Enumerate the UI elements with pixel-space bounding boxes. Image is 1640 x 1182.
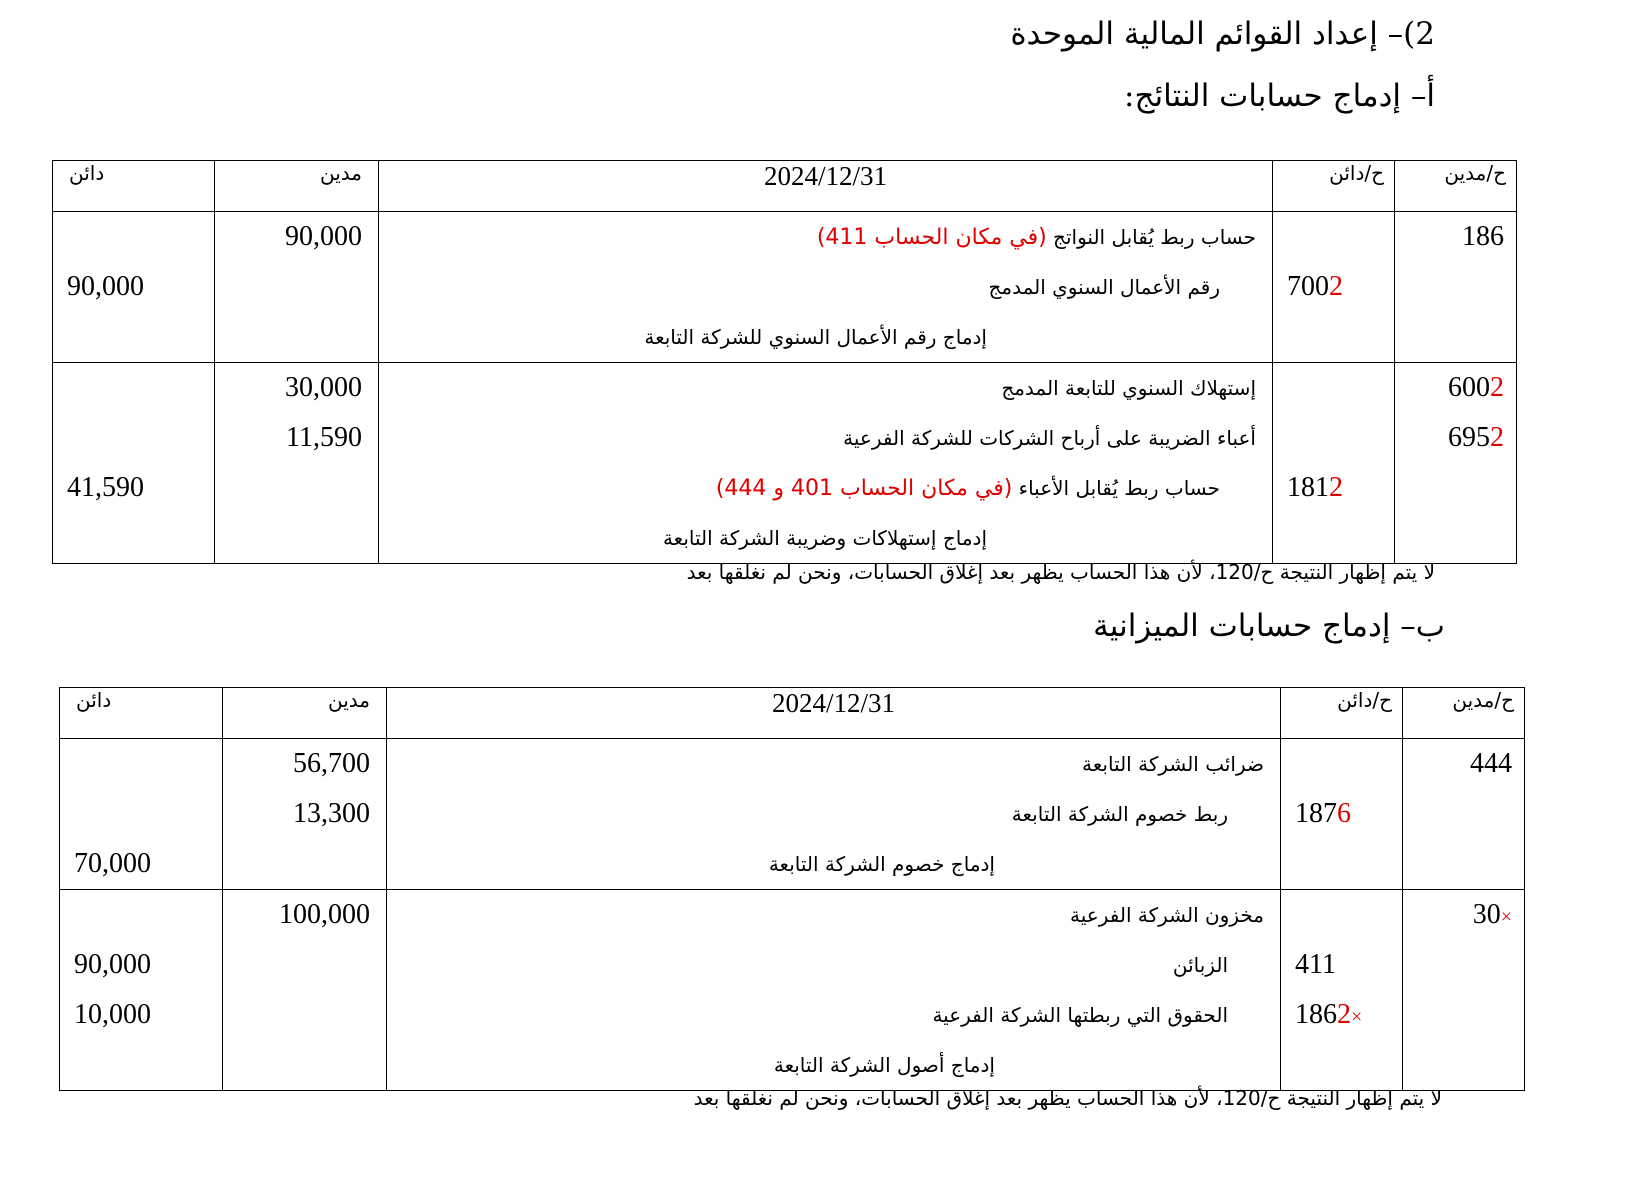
description-line: الحقوق التي ربطتها الشركة الفرعية <box>932 1003 1228 1027</box>
description-line: إدماج خصوم الشركة التابعة <box>768 852 995 876</box>
amount-line <box>60 739 222 789</box>
account-line <box>1281 789 1402 839</box>
account-line <box>1281 839 1402 889</box>
account-line <box>1395 513 1516 563</box>
account-number: 411 <box>1295 949 1336 980</box>
header-credit-account: ح/دائن <box>1273 161 1395 212</box>
header-debit-account: ح/مدين <box>1395 161 1517 212</box>
account-line <box>1403 1040 1524 1090</box>
entry-description <box>387 890 1281 1091</box>
account-line <box>1281 940 1402 990</box>
note-result-account: لا يتم إظهار النتيجة ح/120، لأن هذا الحساب يظهر بعد إغلاق الحسابات، ونحن لم نغلقها بعد <box>686 560 1435 584</box>
amount-line: 70,000 <box>74 848 151 879</box>
amount-line <box>53 363 214 413</box>
amount-line <box>223 990 386 1040</box>
account-number: 7002 <box>1287 271 1343 302</box>
debit-accounts <box>1403 739 1525 890</box>
journal-entry <box>60 739 1525 890</box>
debit-accounts <box>1403 890 1525 1091</box>
account-line <box>1273 262 1394 312</box>
header-date: 2024/12/31 <box>379 161 1273 212</box>
entry-description <box>379 212 1273 363</box>
debit-amounts <box>223 739 387 890</box>
amount-line <box>60 890 222 940</box>
account-line <box>1403 739 1524 789</box>
header-credit-account: ح/دائن <box>1281 688 1403 739</box>
amount-line: 11,590 <box>286 422 362 453</box>
amount-line <box>53 312 214 362</box>
amount-line: 100,000 <box>279 899 370 930</box>
description-line: حساب ربط يُقابل الأعباء (في مكان الحساب 401 و 444) <box>715 476 1220 501</box>
account-line <box>1395 463 1516 513</box>
amount-line <box>60 1040 222 1090</box>
credit-accounts <box>1281 890 1403 1091</box>
section-title: 2)– إعداد القوائم المالية الموحدة <box>1010 16 1435 52</box>
table-header <box>60 688 1525 739</box>
journal-table-balance <box>59 687 1525 1091</box>
credit-amounts <box>53 212 215 363</box>
journal-table-income <box>52 160 1517 564</box>
account-line <box>1403 940 1524 990</box>
description-line: حساب ربط يُقابل النواتج (في مكان الحساب 411) <box>816 225 1256 250</box>
description-line: ربط خصوم الشركة التابعة <box>1011 802 1228 826</box>
account-line <box>1273 363 1394 413</box>
account-line <box>1403 789 1524 839</box>
description-line: إدماج إستهلاكات وضريبة الشركة التابعة <box>662 526 987 550</box>
account-line <box>1273 312 1394 362</box>
header-debit: مدين <box>215 161 379 212</box>
account-number: 1812 <box>1287 472 1343 503</box>
amount-line <box>215 262 378 312</box>
debit-amounts <box>215 363 379 564</box>
debit-amounts <box>223 890 387 1091</box>
header-debit: مدين <box>223 688 387 739</box>
amount-line: 90,000 <box>67 271 144 302</box>
account-number: 30× <box>1472 899 1512 930</box>
amount-line <box>53 413 214 463</box>
amount-line <box>53 212 214 262</box>
journal-entry <box>53 363 1517 564</box>
credit-accounts <box>1281 739 1403 890</box>
amount-line <box>223 839 386 889</box>
amount-line: 30,000 <box>285 372 362 403</box>
credit-amounts <box>60 890 223 1091</box>
part-a-title: أ– إدماج حسابات النتائج: <box>1124 78 1435 114</box>
account-line <box>1273 212 1394 262</box>
table-header <box>53 161 1517 212</box>
debit-accounts <box>1395 212 1517 363</box>
entry-description <box>387 739 1281 890</box>
amount-line <box>215 312 378 362</box>
account-line <box>1395 312 1516 362</box>
account-line <box>1395 262 1516 312</box>
debit-amounts <box>215 212 379 363</box>
header-debit-account: ح/مدين <box>1403 688 1525 739</box>
amount-line: 90,000 <box>285 221 362 252</box>
note-result-account: لا يتم إظهار النتيجة ح/120، لأن هذا الحساب يظهر بعد إغلاق الحسابات، ونحن لم نغلقها بعد <box>693 1086 1442 1110</box>
account-line <box>1281 739 1402 789</box>
account-line <box>1273 413 1394 463</box>
amount-line <box>53 513 214 563</box>
account-line <box>1403 990 1524 1040</box>
description-line: ضرائب الشركة التابعة <box>1082 752 1264 776</box>
header-credit: دائن <box>60 688 223 739</box>
account-line <box>1395 413 1516 463</box>
description-line: إدماج رقم الأعمال السنوي للشركة التابعة <box>644 325 987 349</box>
header-credit: دائن <box>53 161 215 212</box>
account-line <box>1395 212 1516 262</box>
description-line: الزبائن <box>1172 953 1228 977</box>
amount-line <box>215 513 378 563</box>
account-number: 186 <box>1462 221 1504 252</box>
part-b-title: ب– إدماج حسابات الميزانية <box>1093 608 1445 644</box>
description-line: رقم الأعمال السنوي المدمج <box>988 275 1220 299</box>
amount-line <box>223 1040 386 1090</box>
account-number: 1876 <box>1295 798 1351 829</box>
amount-line: 90,000 <box>74 949 151 980</box>
amount-line <box>215 463 378 513</box>
description-line: أعباء الضريبة على أرباح الشركات للشركة الفرعية <box>843 426 1256 450</box>
journal-entry <box>53 212 1517 363</box>
account-line <box>1403 839 1524 889</box>
credit-accounts <box>1273 363 1395 564</box>
account-number: 444 <box>1470 748 1512 779</box>
account-line <box>1403 890 1524 940</box>
description-line: إستهلاك السنوي للتابعة المدمج <box>1001 376 1256 400</box>
header-date: 2024/12/31 <box>387 688 1281 739</box>
description-line: مخزون الشركة الفرعية <box>1070 903 1264 927</box>
journal-entry <box>60 890 1525 1091</box>
credit-amounts <box>60 739 223 890</box>
amount-line: 56,700 <box>293 748 370 779</box>
debit-accounts <box>1395 363 1517 564</box>
account-line <box>1395 363 1516 413</box>
description-line: إدماج أصول الشركة التابعة <box>773 1053 995 1077</box>
account-number: 6002 <box>1448 372 1504 403</box>
amount-line: 41,590 <box>67 472 144 503</box>
entry-description <box>379 363 1273 564</box>
credit-amounts <box>53 363 215 564</box>
account-line <box>1281 990 1402 1040</box>
account-line <box>1273 513 1394 563</box>
account-number: 1862× <box>1295 999 1363 1030</box>
amount-line: 10,000 <box>74 999 151 1030</box>
amount-line: 13,300 <box>293 798 370 829</box>
account-number: 6952 <box>1448 422 1504 453</box>
credit-accounts <box>1273 212 1395 363</box>
amount-line <box>60 789 222 839</box>
amount-line <box>223 940 386 990</box>
account-line <box>1273 463 1394 513</box>
account-line <box>1281 890 1402 940</box>
account-line <box>1281 1040 1402 1090</box>
